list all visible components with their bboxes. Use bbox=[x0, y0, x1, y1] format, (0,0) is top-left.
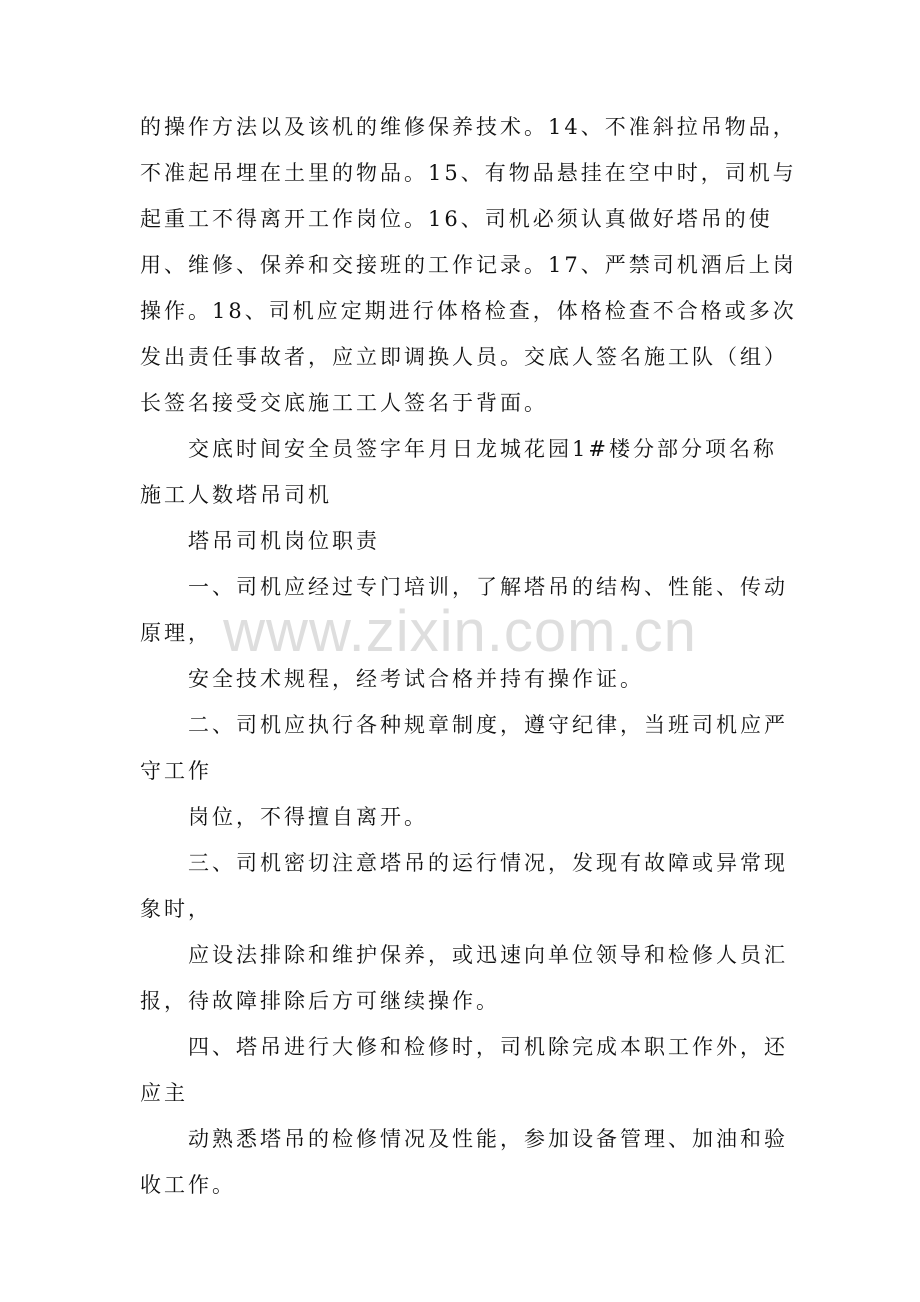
paragraph-8: 三、司机密切注意塔吊的运行情况，发现有故障或异常现象时， bbox=[140, 851, 788, 921]
watermark: www.zixin.com.cn bbox=[223, 599, 697, 664]
section-heading: 塔吊司机岗位职责 bbox=[188, 529, 380, 553]
paragraph-1: 的操作方法以及该机的维修保养技术。14、不准斜拉吊物品，不准起吊埋在土里的物品。15、有物品悬挂在空中时，司机与起重工不得离开工作岗位。16、司机必须认真做好塔吊的使用、维修、保养和交接班的工作记录。17、严禁司机酒后上岗操作。18、司机应定期进行体格检查，体格检查不合格或多次发出责任事故者，应立即调换人员。交底人签名施工队（组）长签名接受交底施工工人签名于背面。 bbox=[140, 115, 797, 415]
paragraph-10: 四、塔吊进行大修和检修时，司机除完成本职工作外，还应主 bbox=[140, 1035, 788, 1105]
paragraph-4: 一、司机应经过专门培训，了解塔吊的结构、性能、传动原理， bbox=[140, 575, 788, 645]
paragraph-2: 交底时间安全员签字年月日龙城花园1#楼分部分项名称施工人数塔吊司机 bbox=[140, 437, 777, 507]
paragraph-5: 安全技术规程，经考试合格并持有操作证。 bbox=[188, 667, 644, 691]
document-body bbox=[140, 104, 800, 1208]
paragraph-6: 二、司机应执行各种规章制度，遵守纪律，当班司机应严守工作 bbox=[140, 713, 788, 783]
paragraph-11: 动熟悉塔吊的检修情况及性能，参加设备管理、加油和验收工作。 bbox=[140, 1127, 788, 1197]
paragraph-7: 岗位，不得擅自离开。 bbox=[188, 805, 428, 829]
paragraph-9: 应设法排除和维护保养，或迅速向单位领导和检修人员汇报，待故障排除后方可继续操作。 bbox=[140, 943, 788, 1013]
